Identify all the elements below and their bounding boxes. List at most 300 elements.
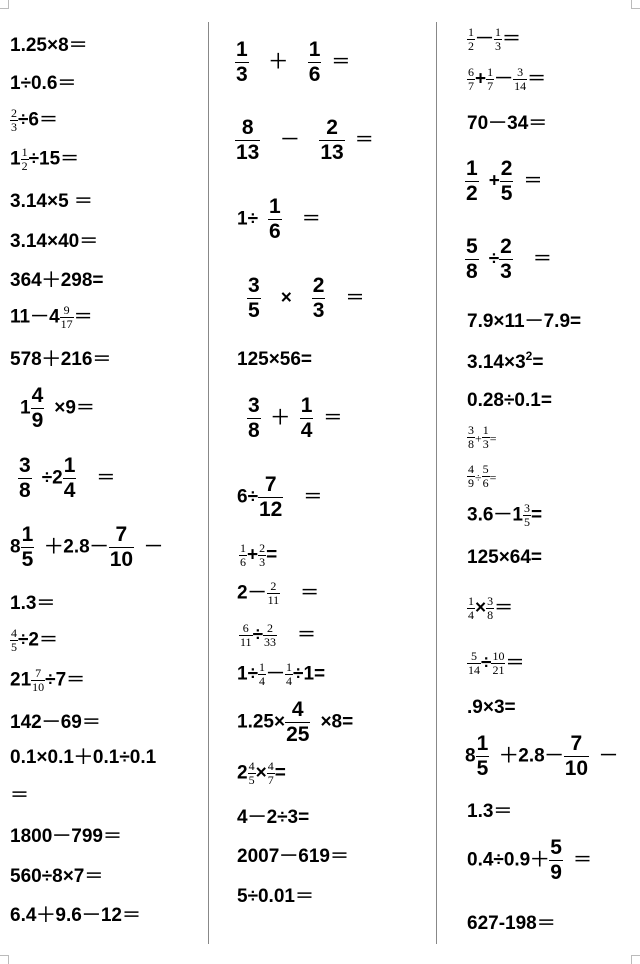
problem-text: ＝ bbox=[505, 652, 525, 674]
exponent: 2 bbox=[525, 349, 533, 363]
fraction bbox=[499, 235, 513, 284]
numerator: 9 bbox=[60, 304, 74, 318]
fraction bbox=[258, 473, 283, 522]
denominator: 7 bbox=[487, 79, 494, 93]
problem bbox=[237, 195, 321, 244]
problem-text: ＝ bbox=[10, 785, 30, 806]
denominator: 2 bbox=[468, 39, 474, 53]
numerator: 7 bbox=[31, 667, 45, 681]
problem-text: 2007－619＝ bbox=[237, 846, 349, 867]
problem-text: ＝ bbox=[502, 28, 522, 50]
denominator: 2 bbox=[21, 159, 28, 173]
denominator: 21 bbox=[492, 663, 505, 677]
whole-number: 8 bbox=[10, 536, 21, 558]
fraction bbox=[482, 463, 490, 490]
numerator: 10 bbox=[492, 649, 505, 663]
problem-text: 125×56= bbox=[237, 349, 313, 370]
problem-text: 2－ bbox=[237, 582, 267, 604]
numerator: 5 bbox=[467, 650, 481, 664]
numerator: 7 bbox=[109, 523, 134, 548]
problem-text: 1800－799＝ bbox=[10, 826, 122, 847]
fraction bbox=[549, 836, 563, 885]
numerator: 3 bbox=[513, 66, 527, 80]
fraction bbox=[467, 66, 475, 93]
fraction bbox=[10, 627, 18, 654]
problem bbox=[237, 473, 322, 522]
denominator: 3 bbox=[312, 299, 325, 322]
fraction bbox=[239, 542, 247, 569]
problem-text: 142－69＝ bbox=[10, 712, 101, 733]
fraction bbox=[467, 424, 475, 451]
problem-text: 70－34＝ bbox=[467, 113, 548, 134]
numerator: 5 bbox=[550, 836, 562, 859]
denominator: 3 bbox=[236, 63, 248, 86]
fraction bbox=[467, 26, 475, 53]
problem bbox=[465, 235, 552, 284]
denominator: 13 bbox=[320, 141, 344, 164]
problem bbox=[467, 424, 497, 451]
problem bbox=[10, 867, 103, 886]
problem bbox=[467, 502, 542, 529]
problem bbox=[10, 36, 88, 55]
problem bbox=[247, 274, 365, 323]
denominator: 3 bbox=[259, 555, 266, 569]
denominator: 17 bbox=[60, 317, 73, 331]
problem bbox=[237, 698, 353, 747]
numerator: 5 bbox=[482, 462, 489, 476]
numerator: 6 bbox=[239, 622, 253, 636]
fraction bbox=[300, 394, 314, 443]
numerator: 2 bbox=[500, 157, 513, 180]
denominator: 8 bbox=[468, 437, 474, 451]
problem-text: 1÷0.6＝ bbox=[10, 73, 77, 94]
fraction bbox=[491, 650, 505, 677]
problem bbox=[235, 38, 350, 87]
problem-text: － bbox=[494, 68, 514, 90]
problem-text: ÷ bbox=[252, 624, 263, 646]
problem bbox=[467, 802, 512, 821]
problem bbox=[10, 786, 29, 805]
fraction bbox=[248, 760, 256, 787]
numerator: 1 bbox=[240, 541, 246, 555]
problem-text: ＝ bbox=[96, 467, 116, 489]
numerator: 3 bbox=[19, 454, 31, 477]
denominator: 5 bbox=[21, 548, 34, 571]
denominator: 5 bbox=[11, 640, 17, 654]
denominator: 5 bbox=[523, 515, 530, 529]
problem-text: ＝ bbox=[572, 849, 592, 871]
problem bbox=[467, 66, 546, 93]
problem-text: ＝ bbox=[323, 407, 343, 429]
denominator: 4 bbox=[63, 479, 76, 502]
problem bbox=[237, 808, 309, 827]
denominator: 6 bbox=[308, 63, 321, 86]
problem-text: 1.25×8＝ bbox=[10, 35, 88, 56]
fraction bbox=[494, 26, 502, 53]
problem-text: 0.28÷0.1= bbox=[467, 390, 552, 411]
problem bbox=[10, 74, 76, 93]
denominator: 5 bbox=[476, 757, 489, 780]
problem bbox=[467, 650, 524, 677]
numerator: 1 bbox=[21, 145, 28, 159]
problem-text: 125×64= bbox=[467, 547, 543, 568]
problem-text: 3.14×3 bbox=[467, 352, 526, 373]
denominator: 8 bbox=[248, 419, 260, 442]
problem-text: － bbox=[266, 663, 286, 685]
problem-text: 4－2÷3= bbox=[237, 807, 310, 828]
numerator: 1 bbox=[487, 65, 494, 79]
problem bbox=[467, 914, 556, 933]
denominator: 3 bbox=[500, 260, 512, 283]
numerator: 1 bbox=[482, 423, 489, 437]
problem bbox=[10, 192, 93, 211]
denominator: 6 bbox=[269, 220, 281, 243]
problem-text: ÷2＝ bbox=[18, 629, 58, 651]
problem-text: ＝ bbox=[297, 624, 317, 646]
problem bbox=[467, 836, 592, 885]
problem-text: 1.25× bbox=[237, 711, 286, 733]
problem-text: 11－4 bbox=[10, 306, 60, 328]
column-2 bbox=[209, 0, 436, 964]
whole-number: 1 bbox=[10, 148, 21, 170]
denominator: 25 bbox=[286, 723, 310, 746]
fraction bbox=[523, 502, 531, 529]
numerator: 1 bbox=[308, 38, 321, 61]
whole-number: 1 bbox=[20, 397, 31, 419]
numerator: 7 bbox=[258, 473, 283, 498]
problem-text: × bbox=[255, 762, 267, 784]
numerator: 1 bbox=[300, 394, 313, 417]
problem bbox=[10, 107, 58, 134]
numerator: 2 bbox=[259, 541, 266, 555]
problem bbox=[467, 350, 543, 372]
problem-text: 3.14×5 ＝ bbox=[10, 191, 93, 212]
fraction bbox=[10, 107, 18, 134]
problem-text: 578＋216＝ bbox=[10, 349, 112, 370]
denominator: 7 bbox=[267, 773, 274, 787]
numerator: 4 bbox=[31, 384, 44, 407]
fraction bbox=[109, 523, 134, 572]
numerator: 3 bbox=[523, 501, 530, 515]
problem-text: 1÷ bbox=[237, 663, 258, 685]
denominator: 11 bbox=[240, 635, 252, 649]
problem bbox=[467, 391, 552, 410]
denominator: 8 bbox=[466, 260, 478, 283]
numerator: 1 bbox=[21, 523, 34, 546]
denominator: 13 bbox=[236, 141, 260, 164]
problem-text: 560÷8×7＝ bbox=[10, 866, 104, 887]
problem-text: ÷ bbox=[488, 248, 500, 270]
fraction bbox=[467, 463, 475, 490]
problem bbox=[465, 732, 618, 781]
numerator: 2 bbox=[500, 235, 512, 258]
problem bbox=[467, 698, 516, 717]
numerator: 1 bbox=[259, 660, 265, 674]
problem-text: = bbox=[489, 470, 497, 485]
problem bbox=[10, 271, 104, 290]
problem bbox=[10, 667, 85, 694]
problem-text: 6÷ bbox=[237, 486, 258, 508]
fraction bbox=[21, 523, 35, 572]
numerator: 1 bbox=[476, 732, 489, 755]
numerator: 4 bbox=[248, 759, 255, 773]
numerator: 4 bbox=[285, 698, 310, 723]
numerator: 3 bbox=[248, 394, 260, 417]
problem-text: 364＋298= bbox=[10, 270, 104, 291]
numerator: 2 bbox=[11, 106, 17, 120]
fraction bbox=[500, 157, 514, 206]
problem-text: ＝ bbox=[300, 582, 320, 604]
fraction bbox=[564, 732, 589, 781]
fraction bbox=[268, 195, 282, 244]
numerator: 2 bbox=[267, 580, 281, 594]
denominator: 9 bbox=[550, 861, 562, 884]
problem-text: ÷15＝ bbox=[28, 148, 80, 170]
fraction bbox=[267, 760, 275, 787]
numerator: 2 bbox=[263, 622, 277, 636]
problem bbox=[467, 114, 547, 133]
problem-text: = bbox=[489, 431, 497, 446]
problem-text: 5÷0.01＝ bbox=[237, 886, 314, 907]
fraction bbox=[482, 424, 490, 451]
numerator: 2 bbox=[319, 116, 344, 141]
problem bbox=[467, 548, 542, 567]
problem-text: ÷6＝ bbox=[18, 109, 58, 131]
numerator: 1 bbox=[468, 594, 474, 608]
fraction bbox=[18, 454, 32, 503]
numerator: 4 bbox=[11, 626, 17, 640]
problem bbox=[237, 847, 349, 866]
problem bbox=[467, 26, 521, 53]
problem-text: ＝ bbox=[331, 51, 351, 73]
fraction bbox=[308, 38, 322, 87]
problem bbox=[10, 232, 98, 251]
problem-text: ＋2.8－ bbox=[44, 536, 109, 558]
problem-text: ＝ bbox=[354, 129, 374, 151]
fraction bbox=[258, 542, 266, 569]
problem bbox=[237, 887, 314, 906]
problem bbox=[467, 463, 496, 490]
fraction bbox=[247, 394, 261, 443]
fraction bbox=[285, 698, 310, 747]
denominator: 8 bbox=[487, 608, 494, 622]
denominator: 3 bbox=[482, 437, 489, 451]
denominator: 12 bbox=[259, 498, 283, 521]
problem-text: 0.4÷0.9＋ bbox=[467, 849, 550, 871]
fraction bbox=[312, 274, 326, 323]
problem bbox=[237, 661, 325, 688]
problem-text: ＋ bbox=[270, 407, 290, 429]
denominator: 3 bbox=[495, 39, 502, 53]
problem-text: = bbox=[274, 762, 286, 784]
problem bbox=[10, 827, 122, 846]
problem-text: .9×3= bbox=[467, 697, 516, 718]
numerator: 6 bbox=[468, 65, 474, 79]
fraction bbox=[465, 157, 479, 206]
numerator: 3 bbox=[468, 423, 474, 437]
problem-text: 1.3＝ bbox=[10, 593, 56, 614]
problem-text: 6.4＋9.6－12＝ bbox=[10, 905, 141, 926]
problem-text: ＝ bbox=[523, 170, 543, 192]
fraction bbox=[247, 274, 261, 323]
denominator: 6 bbox=[240, 555, 246, 569]
problem bbox=[465, 157, 543, 206]
denominator: 9 bbox=[468, 476, 474, 490]
problem bbox=[467, 312, 581, 331]
problem bbox=[239, 542, 277, 569]
fraction bbox=[467, 650, 481, 677]
problem-text: － bbox=[280, 129, 300, 151]
fraction bbox=[60, 304, 74, 331]
numerator: 3 bbox=[248, 274, 260, 297]
problem-text: ÷ bbox=[481, 652, 492, 674]
numerator: 4 bbox=[468, 462, 474, 476]
problem-text: = bbox=[266, 544, 278, 566]
column-1 bbox=[0, 0, 208, 964]
fraction bbox=[258, 661, 266, 688]
fraction bbox=[21, 146, 29, 173]
problem bbox=[10, 523, 163, 572]
problem bbox=[467, 595, 513, 622]
denominator: 7 bbox=[468, 79, 474, 93]
problem bbox=[18, 454, 115, 503]
problem-text: = bbox=[532, 352, 544, 373]
denominator: 10 bbox=[564, 757, 589, 780]
numerator: 4 bbox=[267, 759, 274, 773]
problem bbox=[247, 394, 342, 443]
problem-text: 1.3＝ bbox=[467, 801, 513, 822]
problem-text: － bbox=[144, 536, 164, 558]
numerator: 1 bbox=[495, 25, 502, 39]
problem-text: ＝ bbox=[527, 68, 547, 90]
problem-text: 3.6－1 bbox=[467, 504, 523, 526]
whole-number: 8 bbox=[465, 745, 476, 767]
problem bbox=[237, 350, 312, 369]
problem bbox=[10, 748, 156, 767]
numerator: 7 bbox=[564, 732, 589, 757]
problem-text: + bbox=[475, 68, 487, 90]
fraction bbox=[476, 732, 490, 781]
denominator: 5 bbox=[248, 773, 255, 787]
denominator: 5 bbox=[248, 299, 260, 322]
denominator: 14 bbox=[514, 79, 527, 93]
problem-text: ＝ bbox=[345, 287, 365, 309]
problem bbox=[10, 906, 141, 925]
problem bbox=[10, 304, 93, 331]
fraction bbox=[239, 622, 253, 649]
column-3 bbox=[437, 0, 640, 964]
problem-text: 0.1×0.1＋0.1÷0.1 bbox=[10, 747, 157, 768]
denominator: 14 bbox=[468, 663, 480, 677]
denominator: 10 bbox=[32, 680, 45, 694]
problem-text: 3.14×40＝ bbox=[10, 231, 99, 252]
fraction bbox=[319, 116, 344, 165]
fraction bbox=[486, 66, 494, 93]
numerator: 3 bbox=[487, 594, 494, 608]
problem bbox=[10, 350, 111, 369]
problem-text: ＝ bbox=[301, 208, 321, 230]
problem-text: ×9＝ bbox=[54, 397, 95, 419]
fraction bbox=[235, 38, 249, 87]
denominator: 9 bbox=[31, 409, 44, 432]
fraction bbox=[263, 622, 277, 649]
fraction bbox=[465, 235, 479, 284]
numerator: 1 bbox=[63, 454, 76, 477]
denominator: 3 bbox=[11, 120, 17, 134]
problem-text: － bbox=[475, 28, 495, 50]
problem bbox=[237, 760, 286, 787]
numerator: 5 bbox=[466, 235, 478, 258]
problem bbox=[10, 713, 101, 732]
whole-number: 2 bbox=[237, 762, 248, 784]
fraction bbox=[486, 595, 494, 622]
fraction bbox=[235, 116, 260, 165]
denominator: 6 bbox=[482, 476, 489, 490]
denominator: 5 bbox=[500, 182, 513, 205]
numerator: 8 bbox=[235, 116, 260, 141]
problem bbox=[20, 384, 95, 433]
numerator: 2 bbox=[312, 274, 325, 297]
fraction bbox=[267, 580, 281, 607]
numerator: 1 bbox=[269, 195, 281, 218]
whole-number: 21 bbox=[10, 669, 32, 691]
problem-text: ＋ bbox=[268, 51, 288, 73]
denominator: 4 bbox=[286, 674, 293, 688]
numerator: 1 bbox=[236, 38, 248, 61]
problem-text: ÷2 bbox=[41, 467, 63, 489]
problem bbox=[237, 580, 319, 607]
problem-text: ＝ bbox=[303, 486, 323, 508]
problem-text: ÷7＝ bbox=[45, 669, 86, 691]
denominator: 33 bbox=[264, 635, 276, 649]
problem-text: × bbox=[280, 287, 292, 309]
problem-text: 7.9×11－7.9= bbox=[467, 311, 582, 332]
fraction bbox=[31, 667, 45, 694]
problem-text: ×8= bbox=[320, 711, 354, 733]
denominator: 4 bbox=[300, 419, 313, 442]
problem-text: ＋2.8－ bbox=[499, 745, 564, 767]
fraction bbox=[467, 595, 475, 622]
problem-text: + bbox=[247, 544, 259, 566]
denominator: 10 bbox=[109, 548, 134, 571]
problem-text: 1÷ bbox=[237, 208, 258, 230]
numerator: 1 bbox=[466, 157, 478, 180]
problem-text: ＝ bbox=[494, 597, 514, 619]
denominator: 4 bbox=[468, 608, 474, 622]
problem-text: ÷1= bbox=[293, 663, 326, 685]
problem-text: × bbox=[475, 597, 487, 619]
problem-text: ÷ bbox=[475, 470, 482, 485]
problem bbox=[10, 146, 79, 173]
problem bbox=[235, 116, 374, 165]
problem bbox=[239, 622, 316, 649]
fraction bbox=[63, 454, 77, 503]
problem-text: ＝ bbox=[532, 248, 552, 270]
fraction bbox=[285, 661, 293, 688]
problem-text: ＝ bbox=[73, 306, 93, 328]
fraction bbox=[513, 66, 527, 93]
denominator: 4 bbox=[259, 674, 265, 688]
numerator: 1 bbox=[468, 25, 474, 39]
problem-text: 627-198＝ bbox=[467, 913, 556, 934]
problem-text: + bbox=[475, 431, 482, 446]
numerator: 1 bbox=[286, 660, 293, 674]
problem bbox=[10, 594, 55, 613]
problem-text: + bbox=[488, 170, 500, 192]
fraction bbox=[31, 384, 45, 433]
problem bbox=[10, 627, 58, 654]
problem-text: = bbox=[530, 504, 543, 526]
